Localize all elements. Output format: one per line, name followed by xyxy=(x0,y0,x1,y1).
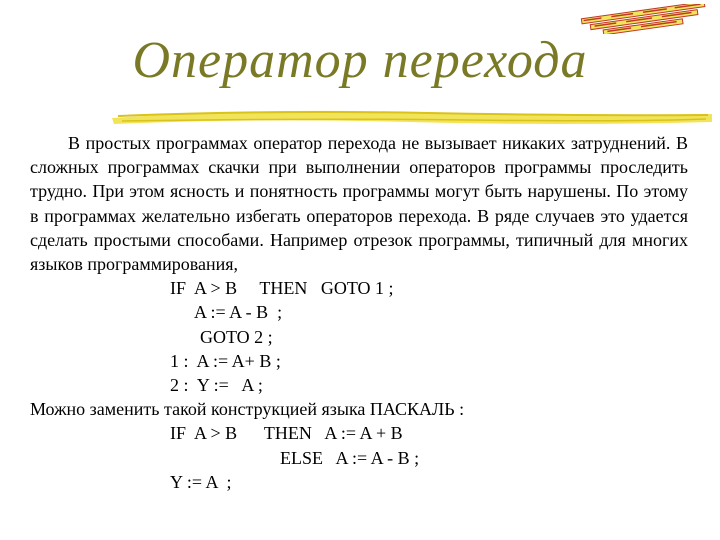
title-underline-stroke xyxy=(108,104,716,128)
slide-body xyxy=(30,131,688,494)
code-line-label-2: 2 : Y := A ; xyxy=(170,375,263,396)
code-line-goto: GOTO 2 ; xyxy=(200,326,273,347)
intro-paragraph: В простых программах оператор перехода не вызывает никаких затруднений. В сложных программах скачки при выполнении операторов программы проследить трудно. При этом ясность и понятность программы могут быть нарушены. По этому в программах желательно избегать операторов перехода. В ряде случаев это удается сделать простыми способами. Например отрезок программы, типичный для многих языков программирования, xyxy=(30,133,688,275)
slide-title: Оператор перехода xyxy=(132,32,588,89)
pascal-line-else: ELSE A := A - B ; xyxy=(280,447,420,468)
replace-text: Можно заменить такой конструкцией языка ПАСКАЛЬ : xyxy=(30,399,465,420)
pascal-line-y: Y := A ; xyxy=(170,471,232,492)
pascal-line-if: IF A > B THEN A := A + B xyxy=(170,423,403,444)
code-line-label-1: 1 : A := A+ B ; xyxy=(170,350,281,371)
code-line-if: IF A > B THEN GOTO 1 ; xyxy=(170,278,394,299)
code-line-assign: A := A - B ; xyxy=(194,302,283,323)
